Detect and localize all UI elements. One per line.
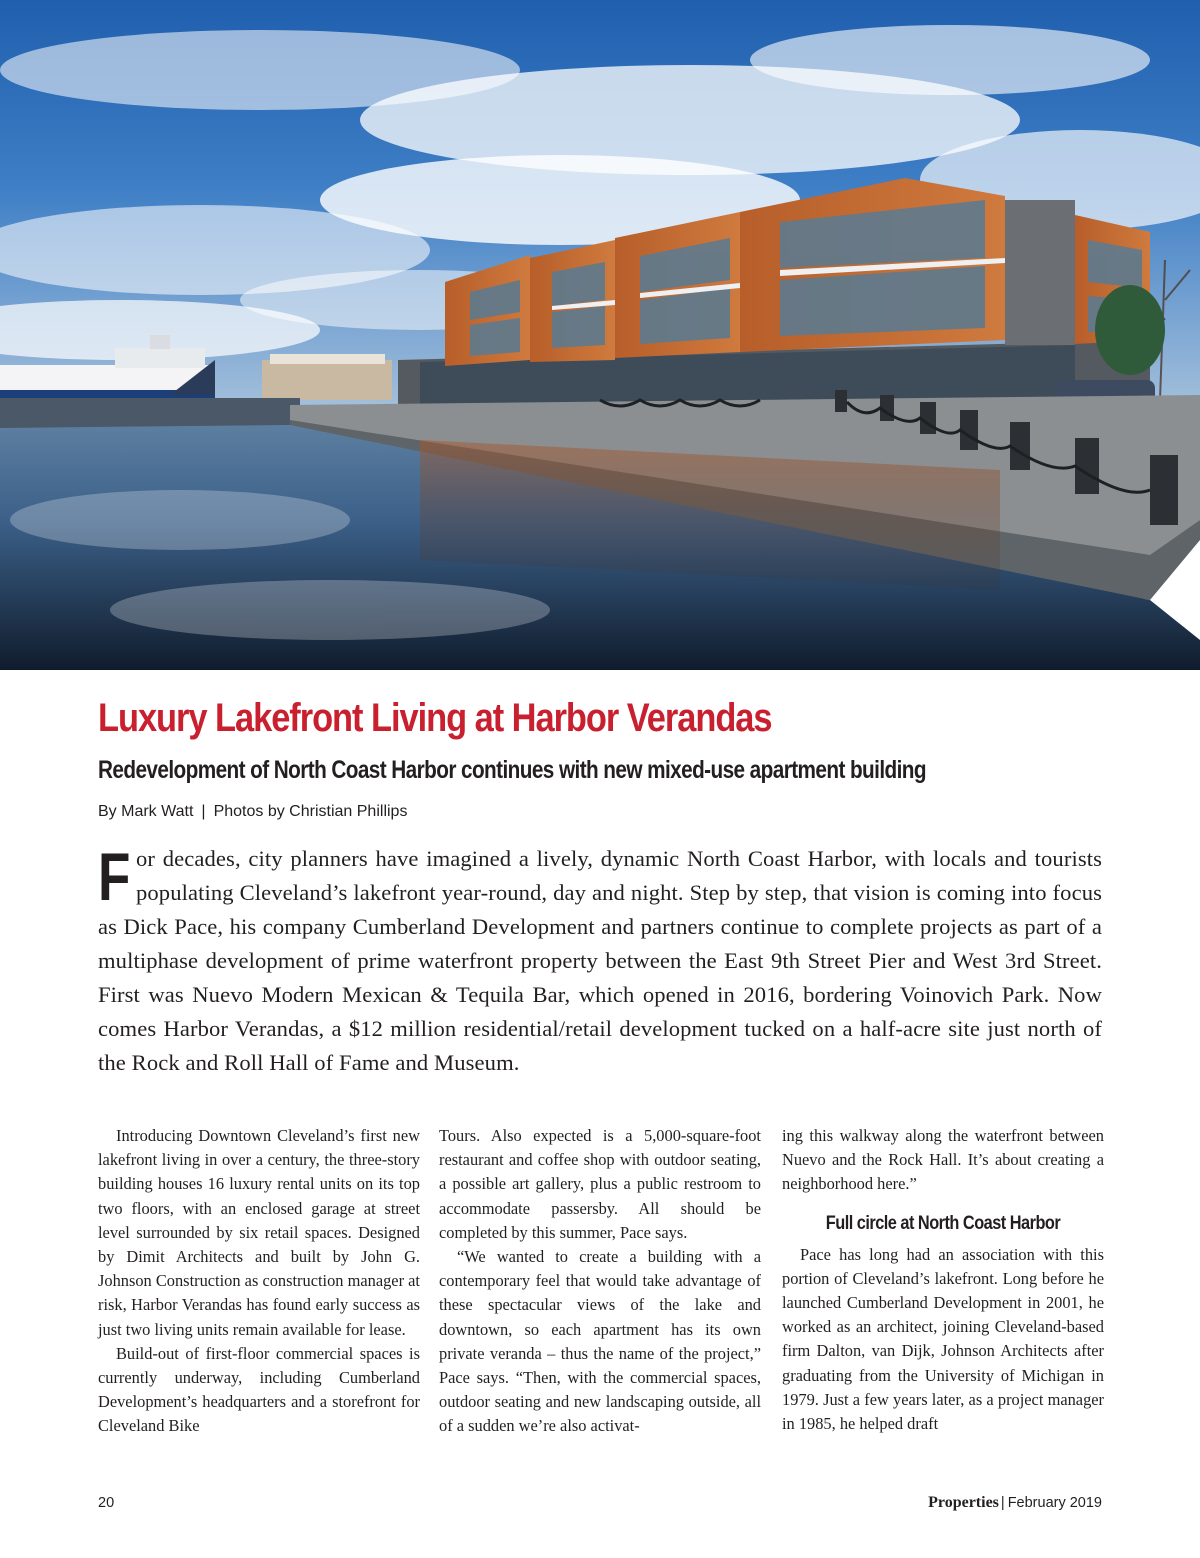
col1-paragraph-1: Introducing Downtown Cleveland’s first new lakefront living in over a century, the three-story building houses 16 luxury rental units on its top two floors, with an enclosed garage at street level surrounded by six retail spaces. Designed by Dimit Architects and built by John G. Johnson Construction as construction manager at risk, Harbor Verandas has found early success as just two living units remain available for lease.	[98, 1126, 420, 1339]
section-heading: Full circle at North Coast Harbor	[825, 1212, 1061, 1234]
distant-pavilion	[262, 354, 392, 400]
byline-photos: Photos by Christian Phillips	[213, 803, 408, 820]
page-number: 20	[98, 1495, 115, 1511]
article-subtitle: Redevelopment of North Coast Harbor continues with new mixed-use apartment building	[98, 756, 926, 784]
col2-paragraph-2: “We wanted to create a building with a contemporary feel that would take advantage of these spectacular views of the lake and downtown, so each apartment has its own private veranda – thus the name of the project,” Pace says. “Then, with the commercial spaces, outdoor seating and new landscaping outside, all of a sudden we’re also activat-	[439, 1247, 761, 1436]
issue-date: February 2019	[1007, 1495, 1102, 1511]
dock	[0, 398, 300, 428]
body-column-2	[439, 1124, 761, 1439]
byline	[98, 800, 407, 824]
drop-cap: F	[98, 839, 131, 915]
col2-paragraph-1: Tours. Also expected is a 5,000-square-foot restaurant and coffee shop with outdoor seating, a possible art gallery, plus a public restroom to accommodate passersby. All should be completed by this summer, Pace says.	[439, 1126, 761, 1242]
byline-separator: |	[201, 803, 206, 820]
byline-author: By Mark Watt	[98, 803, 194, 820]
footer-separator: |	[1000, 1495, 1005, 1511]
lead-text: or decades, city planners have imagined a lively, dynamic North Coast Harbor, with locals and tourists populating Cleveland’s lakefront year-round, day and night. Step by step, that vision is coming into focus as Dick Pace, his company Cumberland Development and partners continue to complete projects as part of a multiphase development of prime waterfront property between the East 9th Street Pier and West 3rd Street. First was Nuevo Modern Mexican & Tequila Bar, which opened in 2016, bordering Voinovich Park. Now comes Harbor Verandas, a $12 million residential/retail development tucked on a half-acre site just north of the Rock and Roll Hall of Fame and Museum.	[98, 846, 1102, 1075]
harbor-verandas-photo	[0, 0, 1200, 670]
hero-photo	[0, 0, 1200, 670]
publication-footer	[928, 1493, 1102, 1513]
body-column-1	[98, 1124, 420, 1439]
publication-name: Properties	[928, 1494, 999, 1511]
col3-paragraph-2: Pace has long had an association with this portion of Cleveland’s lakefront. Long before he launched Cumberland Development in 2001, he worked as an architect, joining Cleveland-based firm Dalton, van Dijk, Johnson Architects after graduating from the University of Michigan in 1979. Just a few years later, as a project manager in 1985, he helped draft	[782, 1244, 1104, 1434]
body-column-3	[782, 1124, 1104, 1436]
article-title: Luxury Lakefront Living at Harbor Verandas	[98, 696, 772, 740]
col1-paragraph-2: Build-out of first-floor commercial spaces is currently underway, including Cumberland Development’s headquarters and a storefront for Cleveland Bike	[98, 1343, 420, 1436]
lead-paragraph	[98, 839, 1102, 1080]
evergreen	[1095, 285, 1165, 375]
col3-paragraph-1: ing this walkway along the waterfront between Nuevo and the Rock Hall. It’s about creating a neighborhood here.”	[782, 1126, 1104, 1194]
